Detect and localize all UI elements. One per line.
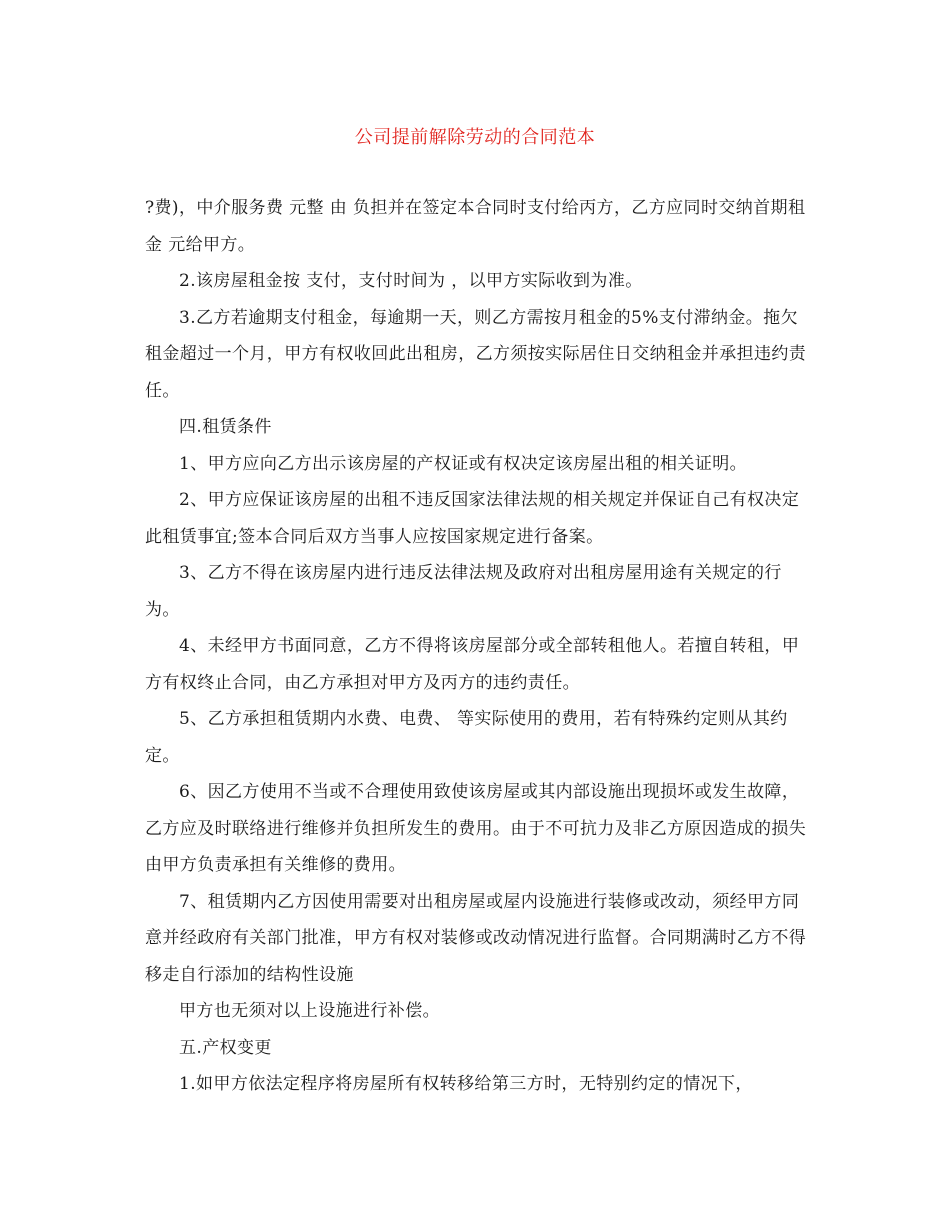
paragraph: 2.该房屋租金按 支付，支付时间为 ，以甲方实际收到为准。 — [179, 271, 643, 291]
paragraph: 3、乙方不得在该房屋内进行违反法律法规及政府对出租房屋用途有关规定的行为。 — [145, 563, 782, 620]
section-heading: 五.产权变更 — [179, 1037, 272, 1058]
paragraph: 3.乙方若逾期支付租金，每逾期一天，则乙方需按月租金的5%支付滞纳金。拖欠租金超过一个月，甲方有权收回此出租房，乙方须按实际居住日交纳租金并承担违约责任。 — [145, 307, 807, 401]
paragraph: 1.如甲方依法定程序将房屋所有权转移给第三方时，无特别约定的情况下， — [179, 1074, 753, 1094]
paragraph: 甲方也无须对以上设施进行补偿。 — [179, 1001, 440, 1021]
paragraph: 1、甲方应向乙方出示该房屋的产权证或有权决定该房屋出租的相关证明。 — [179, 453, 748, 474]
paragraph: 7、租赁期内乙方因使用需要对出租房屋或屋内设施进行装修或改动，须经甲方同意并经政府有关部门批准，甲方有权对装修或改动情况进行监督。合同期满时乙方不得移走自行添加的结构性设施 — [145, 891, 807, 985]
document-body — [145, 190, 810, 1103]
paragraph: ?费)，中介服务费 元整 由 负担并在签定本合同时支付给丙方，乙方应同时交纳首期租金 元给甲方。 — [145, 198, 806, 255]
section-heading: 四.租赁条件 — [179, 417, 272, 437]
paragraph: 6、因乙方使用不当或不合理使用致使该房屋或其内部设施出现损坏或发生故障，乙方应及时联络进行维修并负担所发生的费用。由于不可抗力及非乙方原因造成的损失由甲方负责承担有关维修的费用。 — [145, 782, 807, 875]
paragraph: 2、甲方应保证该房屋的出租不违反国家法律法规的相关规定并保证自己有权决定此租赁事宜;签本合同后双方当事人应按国家规定进行备案。 — [145, 490, 800, 547]
paragraph: 5、乙方承担租赁期内水费、电费、 等实际使用的费用，若有特殊约定则从其约定。 — [145, 709, 788, 766]
paragraph: 4、未经甲方书面同意，乙方不得将该房屋部分或全部转租他人。若擅自转租，甲方有权终止合同，由乙方承担对甲方及丙方的违约责任。 — [145, 636, 800, 693]
document-title: 公司提前解除劳动的合同范本 — [354, 127, 596, 148]
